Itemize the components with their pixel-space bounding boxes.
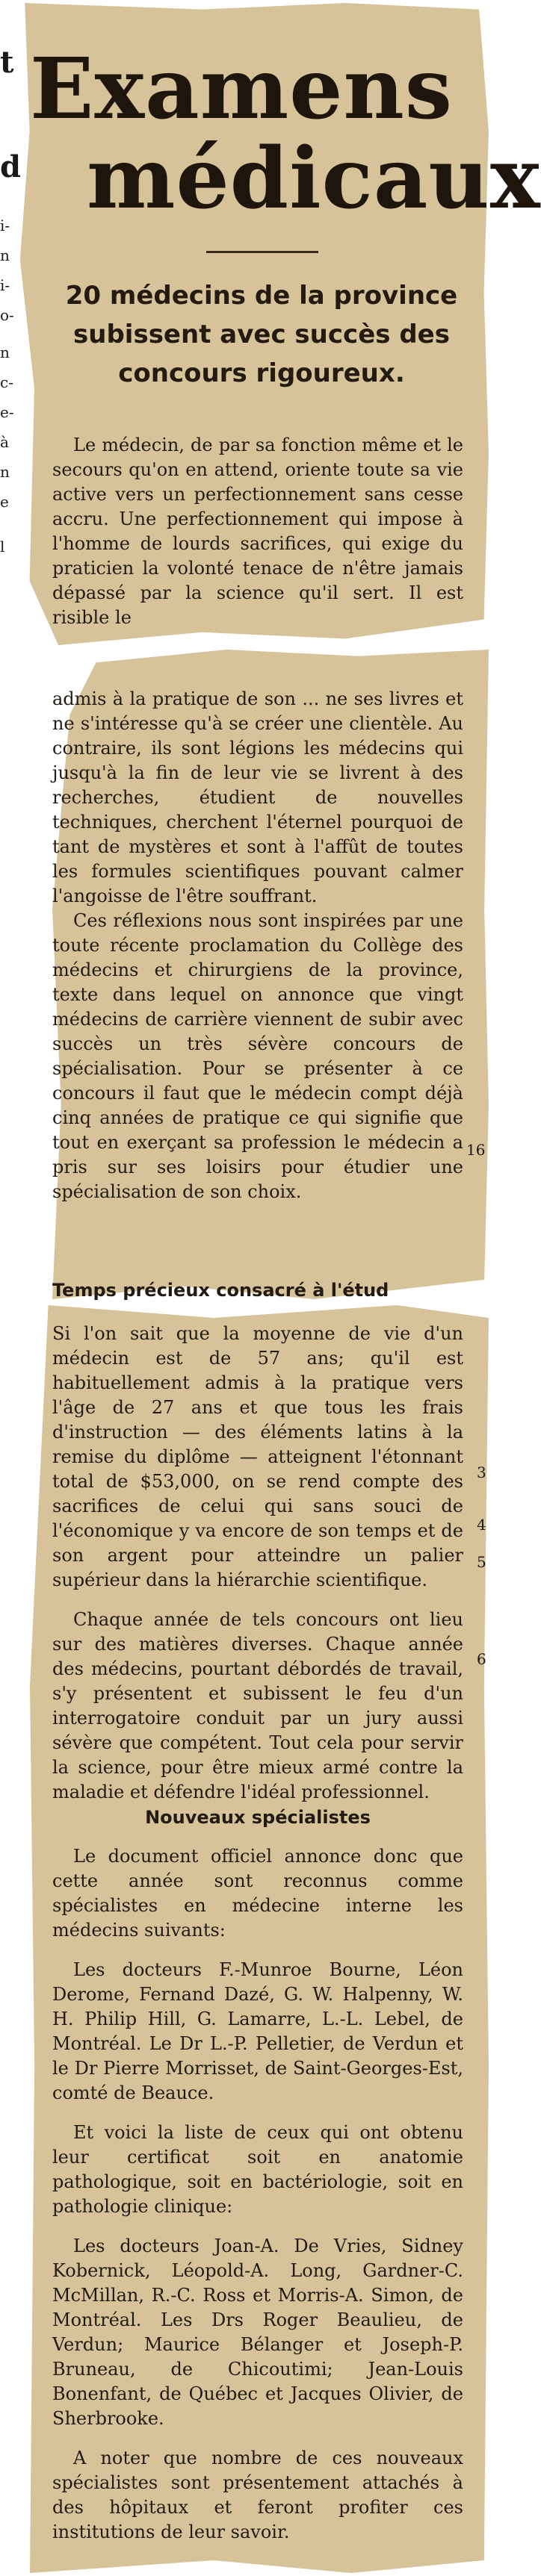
article-body-part-3: [52, 1322, 463, 1805]
margin-fragment: i-: [0, 217, 10, 234]
margin-fragment: n: [0, 246, 10, 264]
headline-line-1: Examens: [30, 40, 453, 138]
margin-fragment: n: [0, 343, 10, 361]
margin-fragment: n: [0, 463, 10, 481]
margin-fragment: c-: [0, 373, 13, 391]
paragraph: admis à la pratique de son ... ne ses livres et ne s'intéresse qu'à se créer une clientèle. Au contraire, ils sont légions les médecins qui jusqu'à la fin de leur vie se livrent à des recherches, étudient de nouvelles techniques, cherchent l'éternel pourquoi de tant de mystères et sont à l'affût de toutes les formules scientifiques pouvant calmer l'angoisse de l'être souffrant.: [52, 688, 463, 906]
margin-fragment: à: [0, 433, 9, 451]
article-body-part-2: [52, 687, 463, 1204]
paragraph: Les docteurs Joan-A. De Vries, Sidney Kobernick, Léopold-A. Long, Gardner-C. McMillan, R.-C. Ross et Morris-A. Simon, de Montréal. Les Drs Roger Beaulieu, de Verdun; Maurice Bélanger et Joseph-P. Bruneau, de Chicoutimi; Jean-Louis Bonenfant, de Québec et Jacques Olivier, de Sherbrooke.: [52, 2236, 463, 2429]
crosshead-nouveaux-specialistes: Nouveaux spécialistes: [145, 1807, 371, 1828]
margin-fragment: l: [0, 538, 5, 556]
paragraph: Si l'on sait que la moyenne de vie d'un médecin est de 57 ans; qu'il est habituellement admis à la pratique vers l'âge de 27 ans et que tous les frais d'instruction — des éléments latins à la remise du diplôme — atteignent l'étonnant total de $53,000, on se rend compte des sacrifices de celui qui sans souci de l'économique y va encore de son temps et de son argent pour atteindre un palier supérieur dans la hiérarchie scientifique.: [52, 1323, 463, 1590]
margin-fragment: i-: [0, 276, 10, 294]
paragraph: Et voici la liste de ceux qui ont obtenu leur certificat soit en anatomie pathologique, soit en bactériologie, soit en pathologie clinique:: [52, 2122, 463, 2217]
paragraph: Les docteurs F.-Munroe Bourne, Léon Derome, Fernand Dazé, G. W. Halpenny, W. H. Philip Hill, G. Lamarre, L.-L. Lebel, de Montréal. Le Dr L.-P. Pelletier, de Verdun et le Dr Pierre Morrisset, de Saint-Georges-Est, comté de Beauce.: [52, 1959, 463, 2103]
margin-fragment: d: [0, 149, 21, 184]
margin-fragment: 5: [477, 1553, 486, 1571]
subheadline: 20 médecins de la province subissent avec succès des concours rigoureux.: [65, 281, 458, 388]
margin-fragment: e-: [0, 403, 14, 421]
paragraph: Le médecin, de par sa fonction même et le secours qu'on en attend, oriente toute sa vie active vers un perfectionnement sans cesse accru. Une perfectionnement qui impose à l'homme de lourds sacrifices, qui exige du praticien la volonté tenace de n'être jamais dépassé par la science qu'il sert. Il est risible le: [52, 435, 463, 628]
margin-fragment: e: [0, 493, 9, 511]
margin-fragment: 4: [477, 1516, 486, 1534]
margin-fragment: 16: [466, 1141, 486, 1159]
margin-fragment: 6: [477, 1650, 486, 1668]
paragraph: Chaque année de tels concours ont lieu sur des matières diverses. Chaque année des médecins, pourtant débordés de travail, s'y présentent et subissent le feu d'un interrogatoire conduit par un jury aussi sévère que compétent. Tout cela pour servir la science, pour être mieux armé contre la maladie et défendre l'idéal professionnel.: [52, 1609, 463, 1802]
crosshead-temps-precieux: Temps précieux consacré à l'étud: [52, 1280, 389, 1301]
margin-fragment: o-: [0, 306, 14, 324]
margin-fragment: t: [0, 45, 14, 80]
margin-fragment: 3: [477, 1463, 486, 1481]
paragraph: A noter que nombre de ces nouveaux spécialistes sont présentement attachés à des hôpitaux et feront profiter ces institutions de leur savoir.: [52, 2448, 463, 2542]
article-body-part-1: [52, 433, 463, 630]
headline-divider: [206, 251, 318, 253]
article-body-part-4: [52, 1844, 463, 2545]
headline-line-2: médicaux: [87, 130, 541, 228]
paragraph: Ces réflexions nous sont inspirées par une toute récente proclamation du Collège des médecins et chirurgiens de la province, texte dans lequel on annonce que vingt médecins de carrière viennent de subir avec succès un très sévère concours de spécialisation. Pour se présenter à ce concours il faut que le médecin compt déjà cinq années de pratique ce qui signifie que tout en exerçant sa profession le médecin a pris sur ses loisirs pour étudier une spécialisation de son choix.: [52, 910, 463, 1202]
paragraph: Le document officiel annonce donc que cette année sont reconnus comme spécialistes en médecine interne les médecins suivants:: [52, 1846, 463, 1941]
